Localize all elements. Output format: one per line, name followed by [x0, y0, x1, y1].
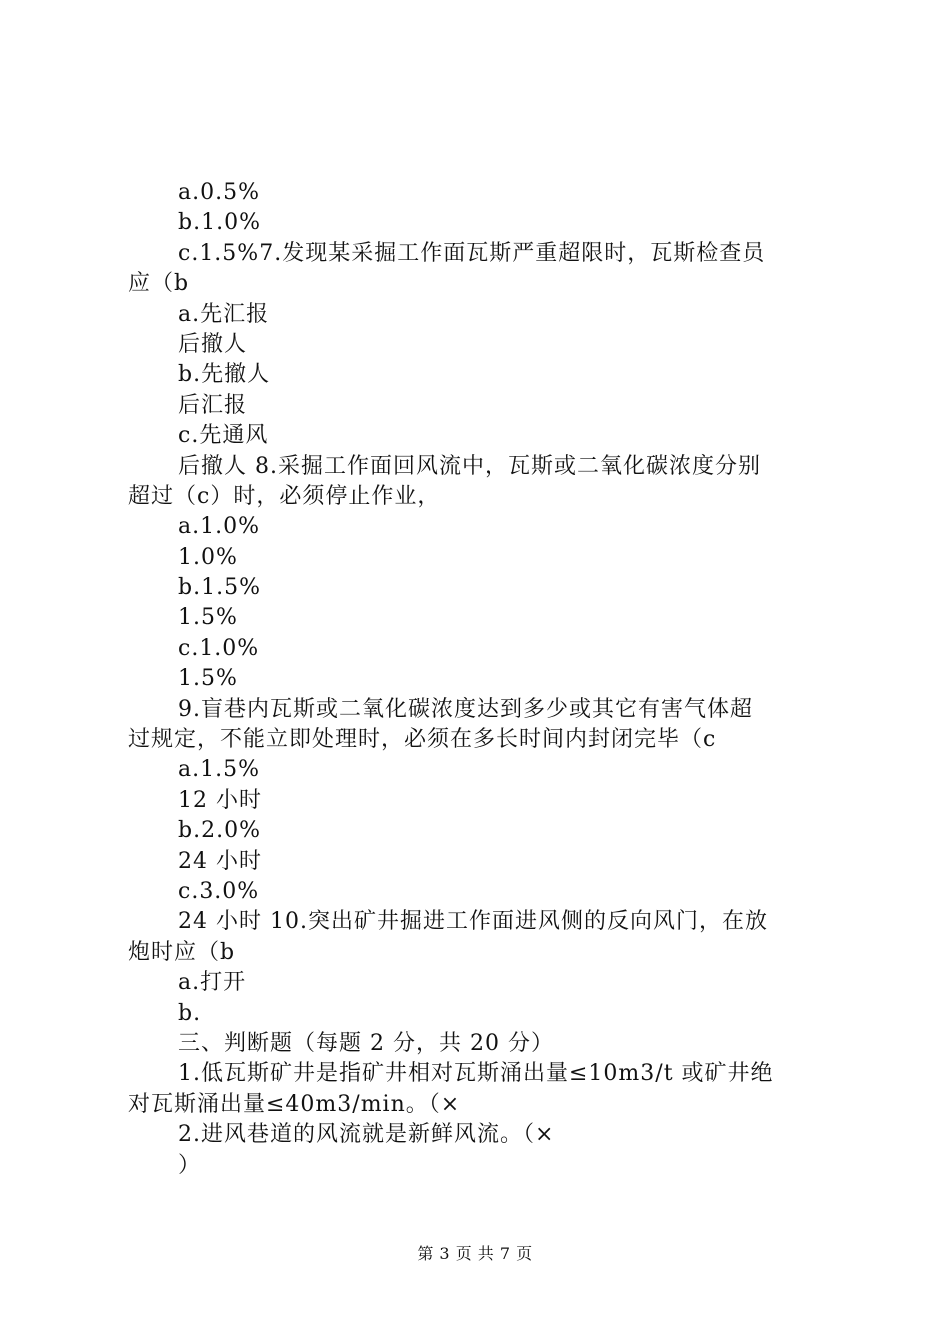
option-line: 后汇报 — [178, 392, 248, 418]
document-body — [128, 178, 834, 1181]
option-line: a.打开 — [178, 970, 247, 996]
option-line: a.1.5% — [178, 757, 261, 783]
question-line: 后撤人 8.采掘工作面回风流中，瓦斯或二氧化碳浓度分别 — [178, 453, 761, 479]
option-line: b.先撤人 — [178, 362, 271, 388]
option-line: 24 小时 — [178, 848, 262, 874]
option-line: b.1.0% — [178, 210, 261, 236]
page-footer: 第 3 页 共 7 页 — [417, 1244, 533, 1263]
question-line-continued: 炮时应（b — [128, 939, 236, 965]
option-line: c.1.0% — [178, 635, 260, 661]
option-line: b.1.5% — [178, 575, 261, 601]
option-line: 1.0% — [178, 544, 238, 570]
option-line: a.先汇报 — [178, 301, 270, 327]
question-line: 9.盲巷内瓦斯或二氧化碳浓度达到多少或其它有害气体超 — [178, 696, 753, 722]
option-line: 12 小时 — [178, 787, 262, 813]
option-line: 1.5% — [178, 605, 238, 631]
question-line-continued: 应（b — [128, 271, 190, 297]
question-line: 24 小时 10.突出矿井掘进工作面进风侧的反向风门，在放 — [178, 909, 768, 935]
option-line: a.0.5% — [178, 180, 261, 205]
section-heading: 三、判断题（每题 2 分，共 20 分） — [178, 1030, 554, 1056]
question-line-continued: 过规定，不能立即处理时，必须在多长时间内封闭完毕（c — [128, 727, 717, 753]
question-line-continued: 对瓦斯涌出量≤40m3/min。（× — [128, 1091, 461, 1117]
option-line: b. — [178, 1000, 202, 1026]
option-line: a.1.0% — [178, 514, 261, 540]
question-line-continued: ） — [178, 1152, 202, 1178]
question-line: 1.低瓦斯矿井是指矿井相对瓦斯涌出量≤10m3/t 或矿井绝 — [178, 1061, 774, 1087]
option-line: b.2.0% — [178, 818, 261, 844]
question-line-continued: 超过（c）时，必须停止作业， — [128, 483, 441, 509]
option-line: c.先通风 — [178, 423, 269, 449]
question-line: 2.进风巷道的风流就是新鲜风流。（× — [178, 1122, 555, 1148]
option-line: 1.5% — [178, 666, 238, 692]
option-line: 后撤人 — [178, 331, 248, 357]
option-line: c.3.0% — [178, 878, 260, 904]
question-line: c.1.5%7.发现某采掘工作面瓦斯严重超限时，瓦斯检查员 — [178, 240, 766, 266]
